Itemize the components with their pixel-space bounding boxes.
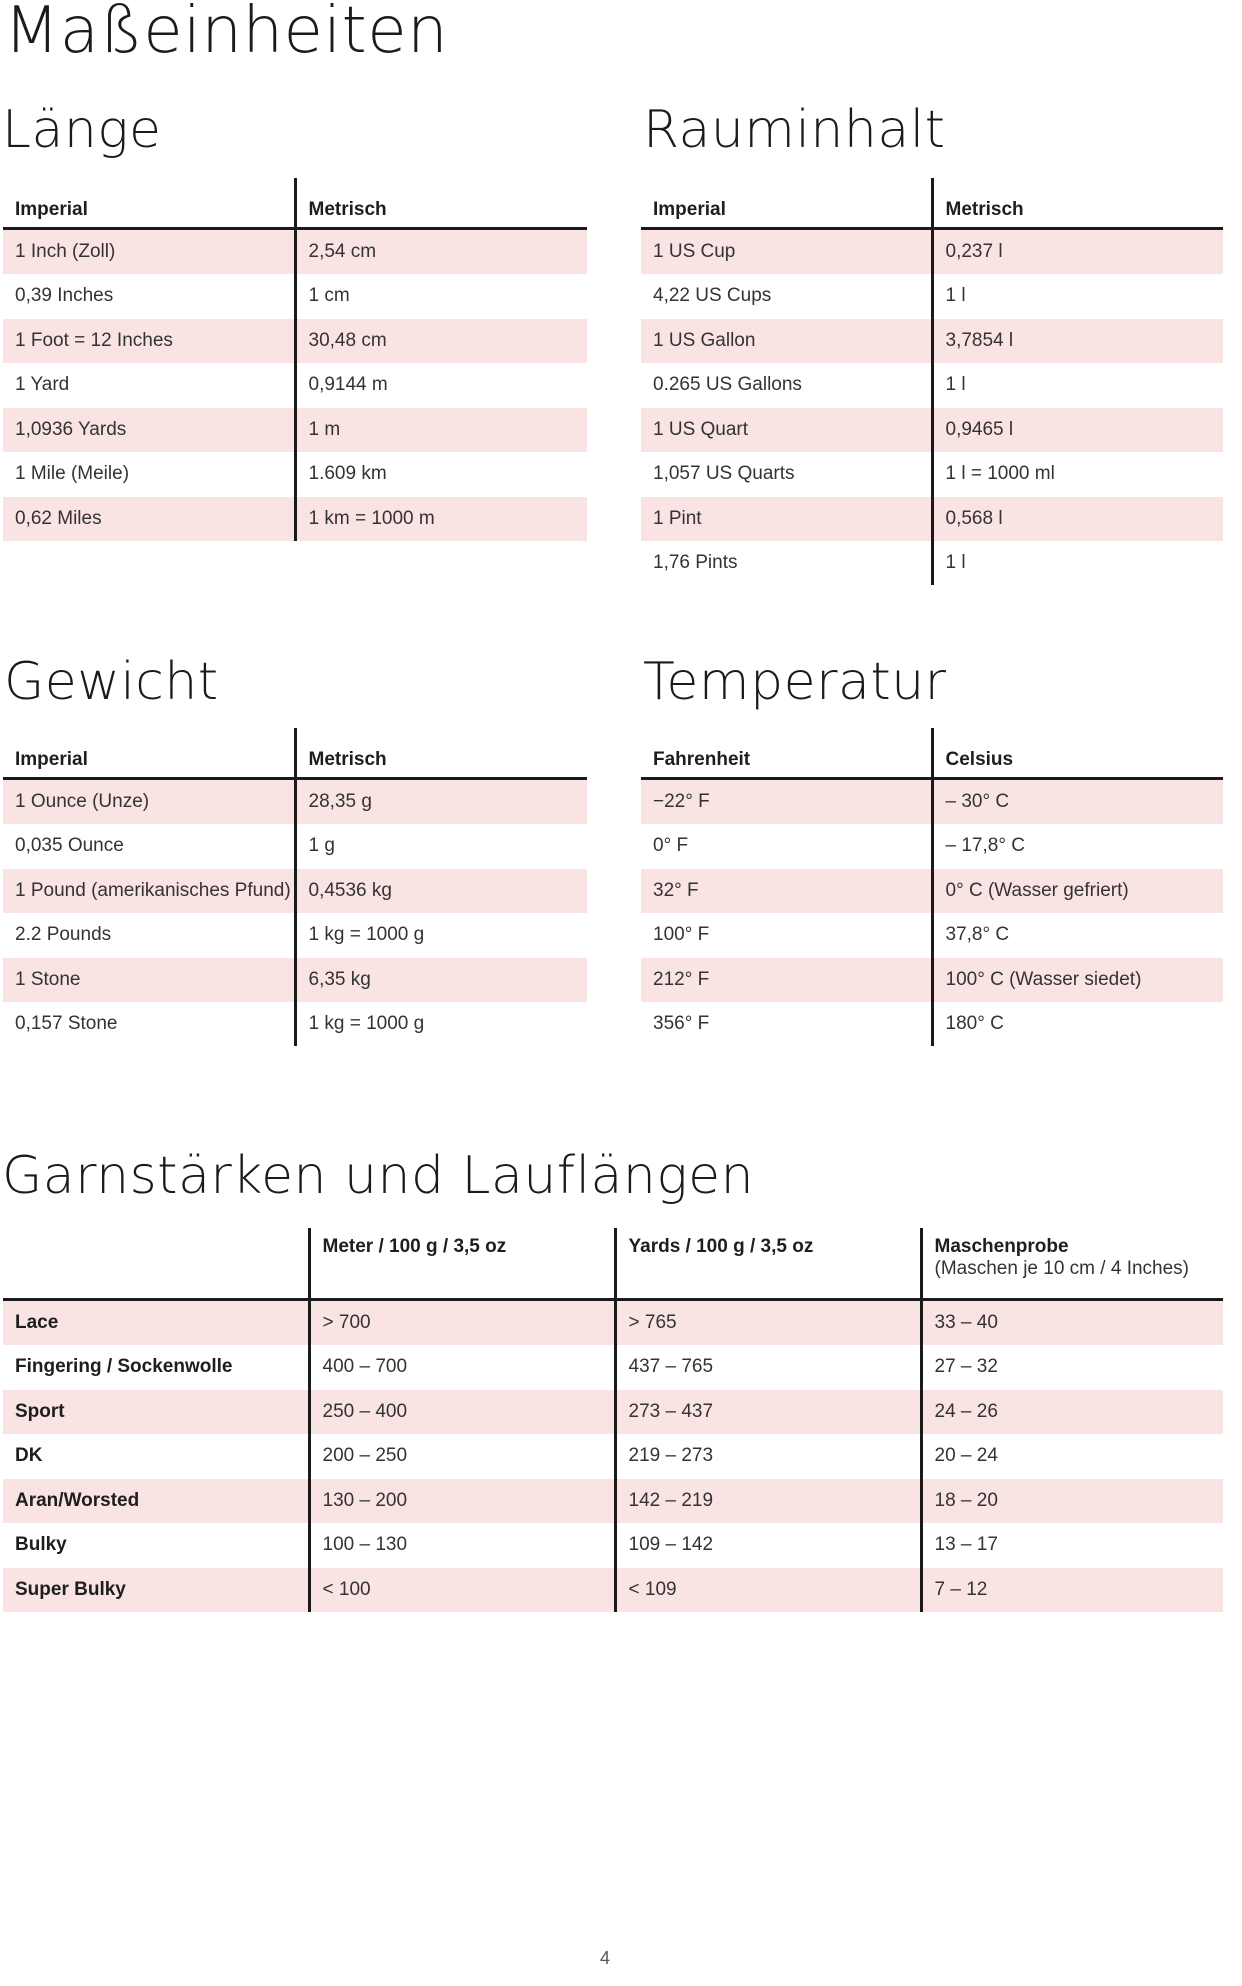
table-row — [3, 913, 587, 958]
table-cell: – 17,8° C — [932, 824, 1223, 869]
table-cell: 1 US Gallon — [641, 319, 932, 364]
table-cell: 0,9144 m — [295, 363, 587, 408]
table-cell: > 700 — [309, 1300, 615, 1346]
table-cell: 1,76 Pints — [641, 541, 932, 585]
table-cell: 6,35 kg — [295, 958, 587, 1003]
page-number: 4 — [600, 1948, 611, 1968]
table-cell: Fingering / Sockenwolle — [3, 1345, 309, 1390]
section-title-garn: Garnstärken und Lauflängen — [2, 1146, 755, 1206]
table-row — [641, 408, 1223, 453]
table-cell: 100 – 130 — [309, 1523, 615, 1568]
section-title-temperatur: Temperatur — [643, 652, 947, 712]
table-cell: 1 l = 1000 ml — [932, 452, 1223, 497]
table-garn — [3, 1228, 1223, 1612]
table-row — [3, 1479, 1223, 1524]
table-cell: 1 m — [295, 408, 587, 453]
table-cell: 1 Pint — [641, 497, 932, 542]
table-cell: 0,568 l — [932, 497, 1223, 542]
table-row — [641, 497, 1223, 542]
table-cell: 1 Stone — [3, 958, 295, 1003]
table-cell: 2,54 cm — [295, 229, 587, 275]
table-cell: 1 kg = 1000 g — [295, 913, 587, 958]
table-row — [641, 541, 1223, 585]
table-cell: 1 Mile (Meile) — [3, 452, 295, 497]
section-title-laenge: Länge — [2, 100, 162, 160]
table-cell: 0° F — [641, 824, 932, 869]
table-row — [3, 1434, 1223, 1479]
table-cell: 356° F — [641, 1002, 932, 1046]
table-row — [641, 824, 1223, 869]
table-cell: 0,157 Stone — [3, 1002, 295, 1046]
table-cell: 1 l — [932, 274, 1223, 319]
table-cell: 100° F — [641, 913, 932, 958]
table-cell: 0,4536 kg — [295, 869, 587, 914]
table-cell: 212° F — [641, 958, 932, 1003]
column-header: Fahrenheit — [641, 728, 932, 779]
column-header: Metrisch — [932, 178, 1223, 229]
page-title: Maßeinheiten — [4, 0, 449, 68]
table-cell: 0,9465 l — [932, 408, 1223, 453]
table-row — [3, 229, 587, 275]
table-cell: 1 US Quart — [641, 408, 932, 453]
table-cell: DK — [3, 1434, 309, 1479]
table-cell: 13 – 17 — [921, 1523, 1223, 1568]
table-cell: 4,22 US Cups — [641, 274, 932, 319]
table-row — [3, 779, 587, 825]
column-header: Metrisch — [295, 178, 587, 229]
table-cell: 18 – 20 — [921, 1479, 1223, 1524]
table-row — [641, 779, 1223, 825]
table-cell: 109 – 142 — [615, 1523, 921, 1568]
table-cell: 7 – 12 — [921, 1568, 1223, 1612]
table-cell: 1 kg = 1000 g — [295, 1002, 587, 1046]
table-row — [3, 363, 587, 408]
table-cell: 0,035 Ounce — [3, 824, 295, 869]
table-cell: 0,39 Inches — [3, 274, 295, 319]
table-cell: 250 – 400 — [309, 1390, 615, 1435]
table-cell: 1 cm — [295, 274, 587, 319]
table-row — [641, 274, 1223, 319]
table-row — [641, 1002, 1223, 1046]
column-header — [3, 1228, 309, 1300]
section-title-rauminhalt: Rauminhalt — [643, 100, 946, 160]
table-row — [3, 1002, 587, 1046]
table-row — [3, 1390, 1223, 1435]
table-cell: 2.2 Pounds — [3, 913, 295, 958]
table-cell: 1,057 US Quarts — [641, 452, 932, 497]
column-header: Metrisch — [295, 728, 587, 779]
column-header: Celsius — [932, 728, 1223, 779]
table-cell: 32° F — [641, 869, 932, 914]
table-cell: 130 – 200 — [309, 1479, 615, 1524]
column-header: Imperial — [3, 728, 295, 779]
table-cell: 0,237 l — [932, 229, 1223, 275]
table-row — [3, 497, 587, 541]
table-cell: 273 – 437 — [615, 1390, 921, 1435]
table-cell: 1 US Cup — [641, 229, 932, 275]
table-cell: 1 l — [932, 541, 1223, 585]
table-row — [3, 958, 587, 1003]
table-row — [641, 229, 1223, 275]
table-cell: < 109 — [615, 1568, 921, 1612]
table-cell: 37,8° C — [932, 913, 1223, 958]
table-cell: Aran/Worsted — [3, 1479, 309, 1524]
table-cell: 27 – 32 — [921, 1345, 1223, 1390]
table-cell: 1 Pound (amerikanisches Pfund) — [3, 869, 295, 914]
table-cell: 1 g — [295, 824, 587, 869]
table-cell: > 765 — [615, 1300, 921, 1346]
table-cell: 1,0936 Yards — [3, 408, 295, 453]
table-cell: 400 – 700 — [309, 1345, 615, 1390]
table-cell: – 30° C — [932, 779, 1223, 825]
table-cell: Sport — [3, 1390, 309, 1435]
table-cell: 437 – 765 — [615, 1345, 921, 1390]
table-cell: 200 – 250 — [309, 1434, 615, 1479]
table-row — [3, 408, 587, 453]
table-cell: 0° C (Wasser gefriert) — [932, 869, 1223, 914]
table-row — [3, 1568, 1223, 1612]
table-cell: 33 – 40 — [921, 1300, 1223, 1346]
table-row — [3, 824, 587, 869]
table-cell: 1.609 km — [295, 452, 587, 497]
table-row — [3, 1300, 1223, 1346]
table-row — [641, 452, 1223, 497]
column-header: Imperial — [3, 178, 295, 229]
table-cell: −22° F — [641, 779, 932, 825]
table-row — [641, 869, 1223, 914]
table-row — [3, 869, 587, 914]
table-row — [641, 319, 1223, 364]
table-cell: 28,35 g — [295, 779, 587, 825]
table-row — [641, 958, 1223, 1003]
table-row — [3, 274, 587, 319]
table-cell: < 100 — [309, 1568, 615, 1612]
table-cell: Lace — [3, 1300, 309, 1346]
table-cell: 1 Ounce (Unze) — [3, 779, 295, 825]
table-laenge — [3, 178, 587, 541]
table-temperatur — [641, 728, 1223, 1046]
column-header-label: Maschenprobe — [934, 1236, 1069, 1257]
table-cell: 30,48 cm — [295, 319, 587, 364]
table-cell: 0,62 Miles — [3, 497, 295, 541]
table-cell: 100° C (Wasser siedet) — [932, 958, 1223, 1003]
table-cell: 1 km = 1000 m — [295, 497, 587, 541]
table-cell: 180° C — [932, 1002, 1223, 1046]
table-cell: 20 – 24 — [921, 1434, 1223, 1479]
table-row — [3, 1345, 1223, 1390]
table-cell: Super Bulky — [3, 1568, 309, 1612]
column-header-sublabel: (Maschen je 10 cm / 4 Inches) — [934, 1258, 1189, 1279]
table-gewicht — [3, 728, 587, 1046]
section-title-gewicht: Gewicht — [4, 652, 219, 712]
table-row — [3, 1523, 1223, 1568]
table-cell: 24 – 26 — [921, 1390, 1223, 1435]
table-cell: 1 Inch (Zoll) — [3, 229, 295, 275]
table-row — [641, 913, 1223, 958]
table-row — [3, 319, 587, 364]
table-cell: 0.265 US Gallons — [641, 363, 932, 408]
table-rauminhalt — [641, 178, 1223, 585]
table-cell: 142 – 219 — [615, 1479, 921, 1524]
column-header: Imperial — [641, 178, 932, 229]
table-cell: 1 Foot = 12 Inches — [3, 319, 295, 364]
column-header: Yards / 100 g / 3,5 oz — [615, 1228, 921, 1300]
table-row — [641, 363, 1223, 408]
table-cell: Bulky — [3, 1523, 309, 1568]
table-row — [3, 452, 587, 497]
column-header-maschenprobe — [921, 1228, 1223, 1300]
table-cell: 3,7854 l — [932, 319, 1223, 364]
table-cell: 1 Yard — [3, 363, 295, 408]
table-cell: 219 – 273 — [615, 1434, 921, 1479]
table-cell: 1 l — [932, 363, 1223, 408]
column-header: Meter / 100 g / 3,5 oz — [309, 1228, 615, 1300]
